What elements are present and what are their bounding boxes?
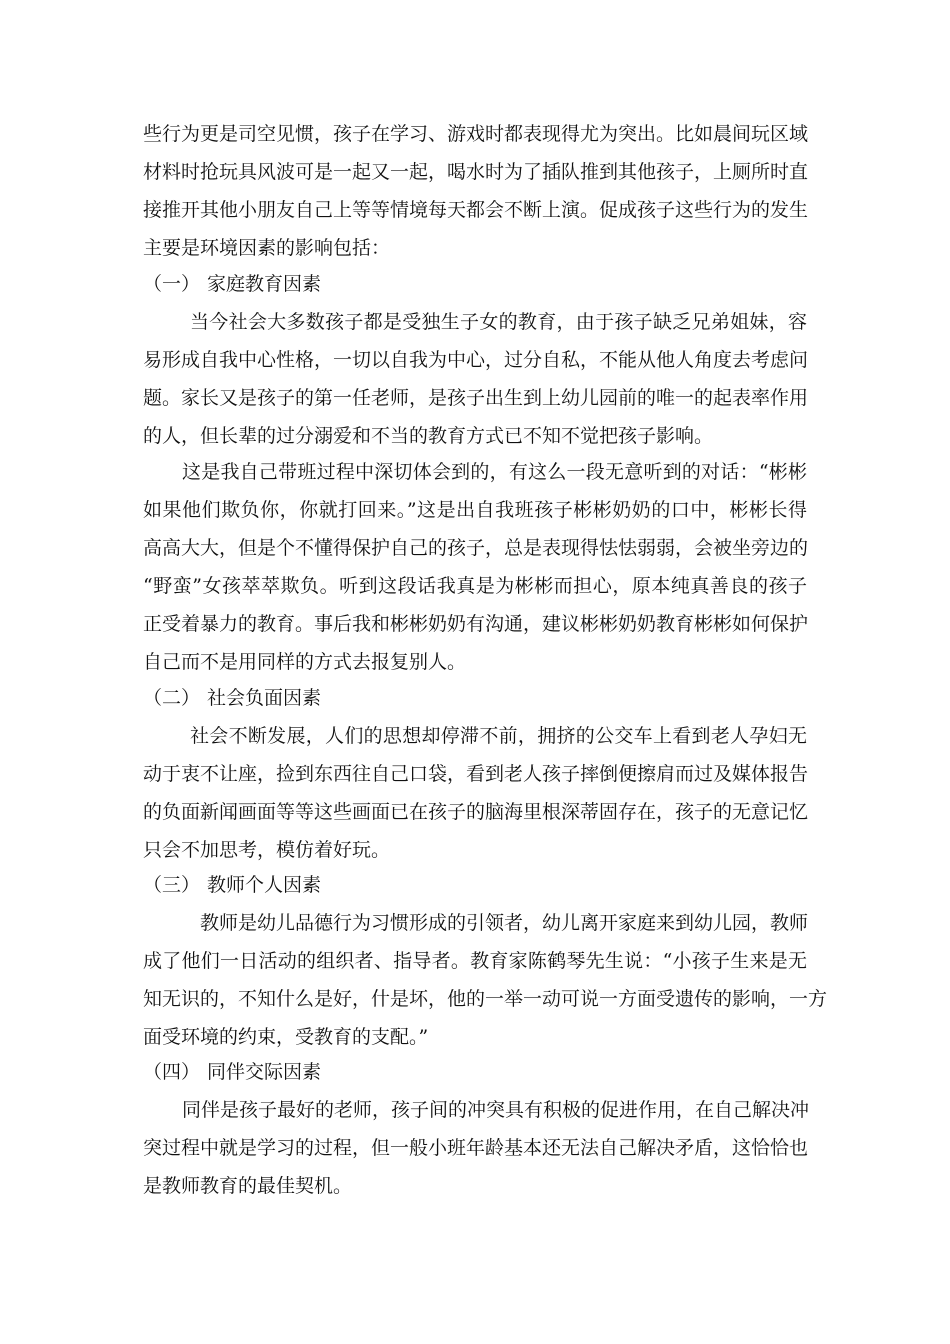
- section-title: 家庭教育因素: [207, 273, 322, 295]
- paragraph-line: 只会不加思考，模仿着好玩。: [143, 839, 391, 861]
- section-number: （四）: [143, 1061, 201, 1083]
- section-heading: [143, 686, 321, 710]
- paragraph-line: 教师是幼儿品德行为习惯形成的引领者，幼儿离开家庭来到幼儿园，教师: [200, 912, 809, 934]
- paragraph-line: 同伴是孩子最好的老师，孩子间的冲突具有积极的促进作用，在自己解决冲: [182, 1099, 810, 1121]
- paragraph-line: “野蛮”女孩萃萃欺负。听到这段话我真是为彬彬而担心，原本纯真善良的孩子: [143, 575, 807, 597]
- section-heading: [143, 873, 321, 897]
- section-heading: [143, 272, 321, 296]
- paragraph-line: 如果他们欺负你，你就打回来。”这是出自我班孩子彬彬奶奶的口中，彬彬长得: [143, 499, 807, 521]
- paragraph-line: 接推开其他小朋友自己上等等情境每天都会不断上演。促成孩子这些行为的发生: [143, 199, 809, 221]
- section-heading: [143, 1060, 321, 1084]
- paragraph-line: 自己而不是用同样的方式去报复别人。: [143, 651, 467, 673]
- paragraph-line: 的人，但长辈的过分溺爱和不当的教育方式已不知不觉把孩子影响。: [143, 425, 714, 447]
- paragraph-line: 动于衷不让座，捡到东西往自己口袋，看到老人孩子摔倒便擦肩而过及媒体报告: [143, 763, 809, 785]
- paragraph-line: 是教师教育的最佳契机。: [143, 1175, 353, 1197]
- paragraph-line: 些行为更是司空见惯，孩子在学习、游戏时都表现得尤为突出。比如晨间玩区域: [143, 123, 809, 145]
- paragraph-line: 易形成自我中心性格，一切以自我为中心，过分自私，不能从他人角度去考虑问: [143, 349, 809, 371]
- section-title: 社会负面因素: [207, 687, 322, 709]
- paragraph-line: 高高大大，但是个不懂得保护自己的孩子，总是表现得怯怯弱弱，会被坐旁边的: [143, 537, 809, 559]
- paragraph-line: 成了他们一日活动的组织者、指导者。教育家陈鹤琴先生说：“小孩子生来是无: [143, 950, 807, 972]
- paragraph-line: 当今社会大多数孩子都是受独生子女的教育，由于孩子缺乏兄弟姐妹，容: [190, 311, 807, 333]
- paragraph-line: 知无识的，不知什么是好，什是坏，他的一举一动可说一方面受遗传的影响，一方: [143, 988, 828, 1010]
- paragraph-line: 社会不断发展，人们的思想却停滞不前，拥挤的公交车上看到老人孕妇无: [190, 725, 807, 747]
- section-title: 教师个人因素: [207, 874, 322, 896]
- section-number: （二）: [143, 687, 201, 709]
- paragraph-line: 的负面新闻画面等等这些画面已在孩子的脑海里根深蒂固存在，孩子的无意记忆: [143, 801, 809, 823]
- section-number: （一）: [143, 273, 201, 295]
- paragraph-line: 主要是环境因素的影响包括：: [143, 237, 391, 259]
- paragraph-line: 材料时抢玩具风波可是一起又一起，喝水时为了插队推到其他孩子，上厕所时直: [143, 161, 809, 183]
- paragraph-line: 题。家长又是孩子的第一任老师，是孩子出生到上幼儿园前的唯一的起表率作用: [143, 387, 809, 409]
- paragraph-line: 突过程中就是学习的过程，但一般小班年龄基本还无法自己解决矛盾，这恰恰也: [143, 1137, 809, 1159]
- section-title: 同伴交际因素: [207, 1061, 322, 1083]
- paragraph-line: 面受环境的约束，受教育的支配。”: [143, 1026, 429, 1048]
- paragraph-line: 这是我自己带班过程中深切体会到的，有这么一段无意听到的对话：“彬彬: [182, 461, 807, 483]
- paragraph-line: 正受着暴力的教育。事后我和彬彬奶奶有沟通，建议彬彬奶奶教育彬彬如何保护: [143, 613, 809, 635]
- section-number: （三）: [143, 874, 201, 896]
